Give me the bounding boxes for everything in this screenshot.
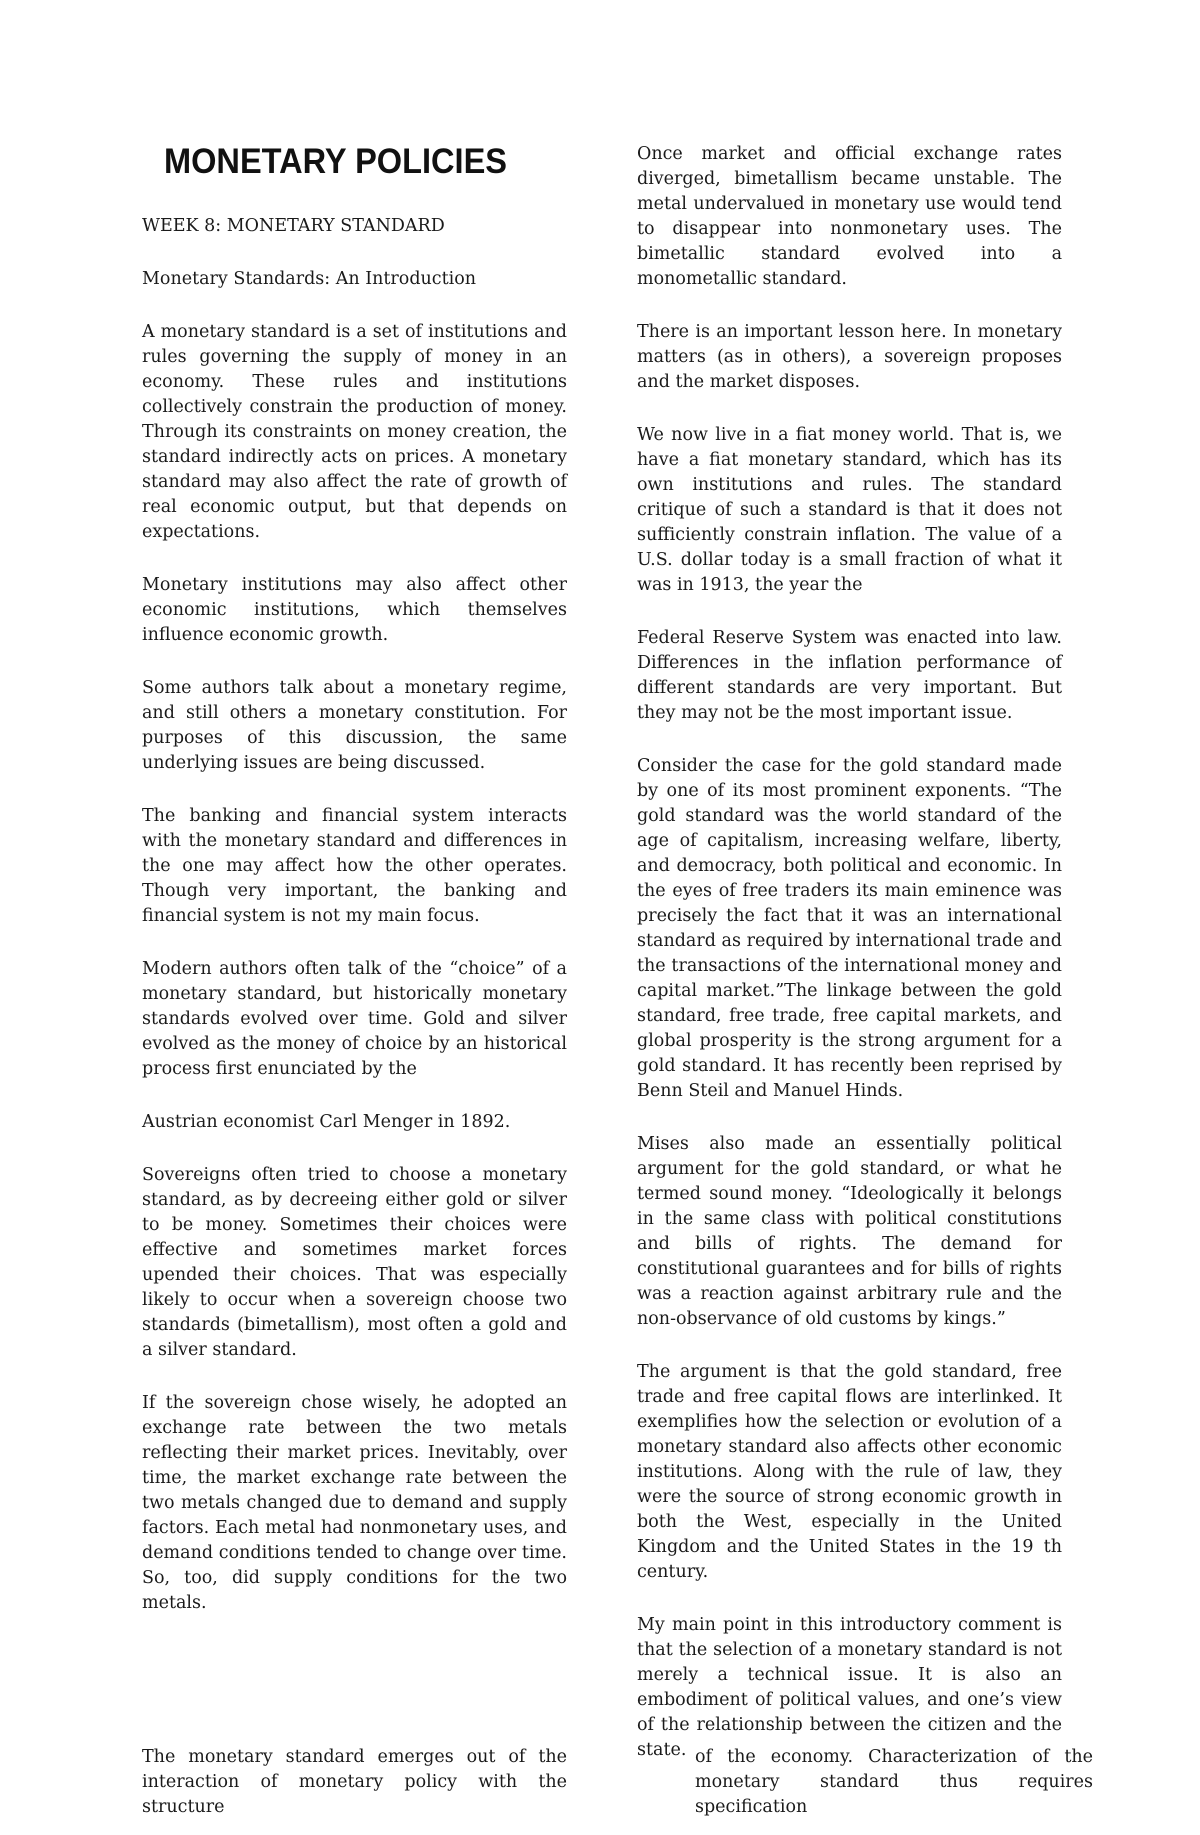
bottom-left-paragraph: The monetary standard emerges out of the interaction of monetary policy with the structure <box>142 1747 567 1817</box>
paragraph: The argument is that the gold standard, free trade and free capital flows are interlinked. It exemplifies how the selection or evolution of a monetary standard also affects other economic institutions. Along with the rule of law, they were the source of strong economic growth in both the West, especially in the United Kingdom and the United States in the 19 th century. <box>637 1362 1062 1582</box>
paragraph: Austrian economist Carl Menger in 1892. <box>142 1112 511 1132</box>
week-heading: WEEK 8: MONETARY STANDARD <box>142 216 445 236</box>
bottom-right-paragraph: of the economy. Characterization of the monetary standard thus requires specification <box>695 1747 1093 1817</box>
section-heading: Monetary Standards: An Introduction <box>142 269 477 289</box>
paragraph: Some authors talk about a monetary regime, and still others a monetary constitution. For purposes of this discussion, the same underlying issues are being discussed. <box>142 678 567 773</box>
paragraph: Federal Reserve System was enacted into law. Differences in the inflation performance of different standards are very important. But they may not be the most important issue. <box>637 628 1062 723</box>
paragraph: There is an important lesson here. In monetary matters (as in others), a sovereign proposes and the market disposes. <box>637 322 1062 392</box>
page-title: MONETARY POLICIES <box>164 142 508 181</box>
left-column <box>142 142 567 1644</box>
paragraph: Modern authors often talk of the “choice” of a monetary standard, but historically monetary standards evolved over time. Gold and silver evolved as the money of choice by an historical process first enunciated by the <box>142 959 567 1079</box>
right-column <box>637 142 1062 1791</box>
paragraph: Consider the case for the gold standard made by one of its most prominent exponents. “The gold standard was the world standard of the age of capitalism, increasing welfare, liberty, and democracy, both political and economic. In the eyes of free traders its main eminence was precisely the fact that it was an international standard as required by international trade and the transactions of the international money and capital market.”The linkage between the gold standard, free trade, free capital markets, and global prosperity is the strong argument for a gold standard. It has recently been reprised by Benn Steil and Manuel Hinds. <box>637 756 1062 1101</box>
paragraph: If the sovereign chose wisely, he adopted an exchange rate between the two metals reflecting their market prices. Inevitably, over time, the market exchange rate between the two metals changed due to demand and supply factors. Each metal had nonmonetary uses, and demand conditions tended to change over time. So, too, did supply conditions for the two metals. <box>142 1393 567 1613</box>
paragraph: Monetary institutions may also affect other economic institutions, which themselves influence economic growth. <box>142 575 567 645</box>
paragraph: Sovereigns often tried to choose a monetary standard, as by decreeing either gold or silver to be money. Sometimes their choices were effective and sometimes market forces upended their choices. That was especially likely to occur when a sovereign choose two standards (bimetallism), most often a gold and a silver standard. <box>142 1165 567 1360</box>
paragraph: Once market and official exchange rates diverged, bimetallism became unstable. The metal undervalued in monetary use would tend to disappear into nonmonetary uses. The bimetallic standard evolved into a monometallic standard. <box>637 144 1062 289</box>
paragraph: A monetary standard is a set of institutions and rules governing the supply of money in an economy. These rules and institutions collectively constrain the production of money. Through its constraints on money creation, the standard indirectly acts on prices. A monetary standard may also affect the rate of growth of real economic output, but that depends on expectations. <box>142 322 567 542</box>
paragraph: My main point in this introductory comment is that the selection of a monetary standard is not merely a technical issue. It is also an embodiment of political values, and one’s view of the relationship between the citizen and the state. <box>637 1615 1062 1760</box>
paragraph: We now live in a fiat money world. That is, we have a fiat monetary standard, which has its own institutions and rules. The standard critique of such a standard is that it does not sufficiently constrain inflation. The value of a U.S. dollar today is a small fraction of what it was in 1913, the year the <box>637 425 1062 595</box>
paragraph: The banking and financial system interacts with the monetary standard and differences in the one may affect how the other operates. Though very important, the banking and financial system is not my main focus. <box>142 806 567 926</box>
paragraph: Mises also made an essentially political argument for the gold standard, or what he termed sound money. “Ideologically it belongs in the same class with political constitutions and bills of rights. The demand for constitutional guarantees and for bills of rights was a reaction against arbitrary rule and the non-observance of old customs by kings.” <box>637 1134 1062 1329</box>
